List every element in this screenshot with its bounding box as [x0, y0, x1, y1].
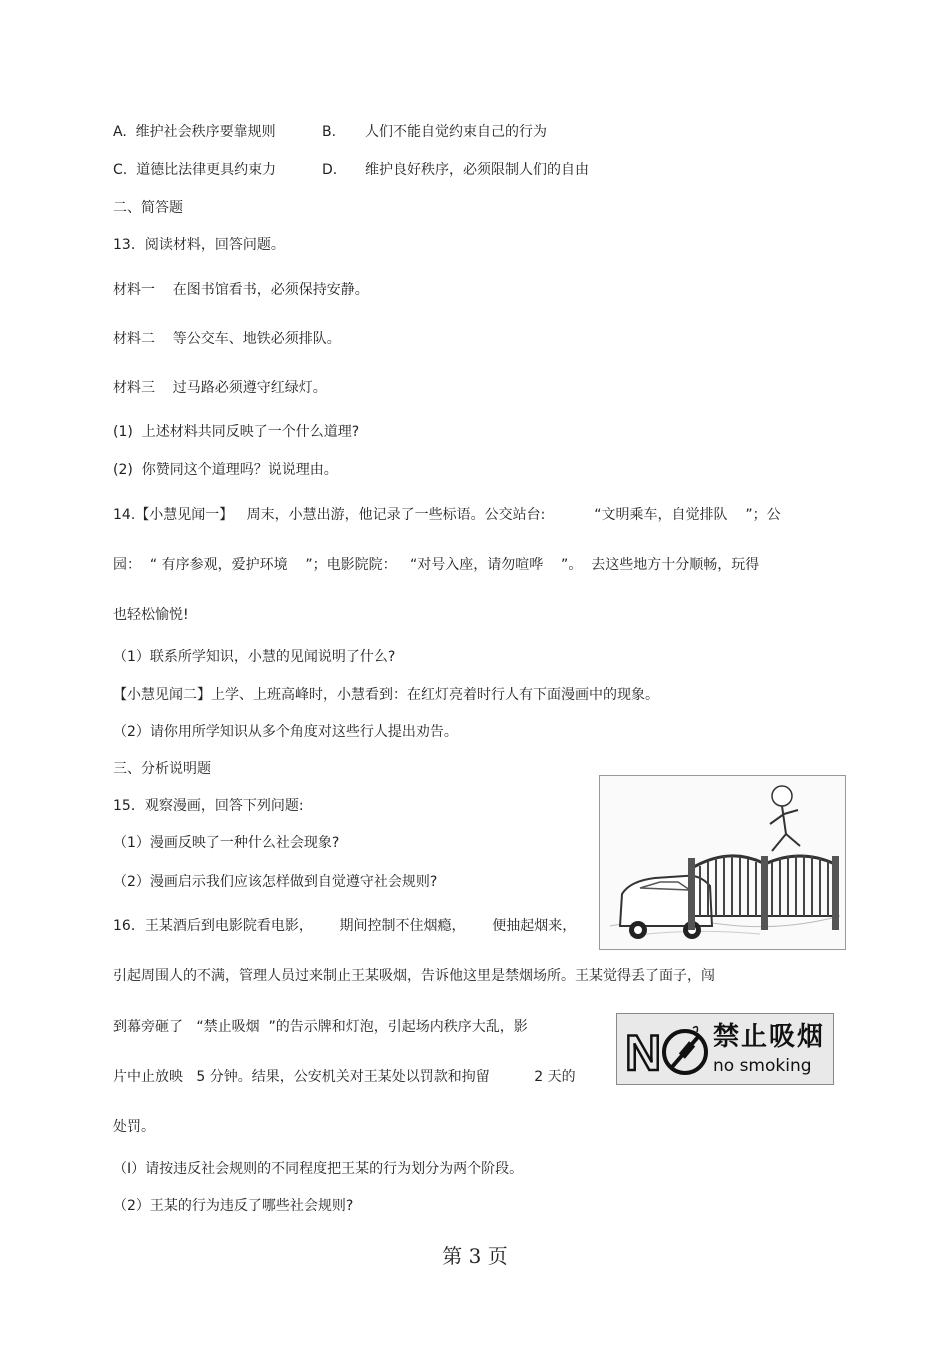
choice-b-text: 人们不能自觉约束自己的行为 — [365, 124, 547, 140]
q15-stem: 15．观察漫画，回答下列问题: — [113, 798, 304, 814]
sign-chinese-text: 禁止吸烟 — [713, 1022, 826, 1052]
section-heading-short-answer: 二、简答题 — [113, 200, 183, 216]
q14-sub-2: （2）请你用所学知识从多个角度对这些行人提出劝告。 — [113, 724, 458, 740]
q13-stem: 13．阅读材料，回答问题。 — [113, 237, 285, 253]
page-number: 第 3 页 — [442, 1244, 508, 1268]
svg-text:N: N — [625, 1025, 662, 1078]
comic-drawing — [600, 776, 845, 949]
q16-line-1: 16．王某酒后到电影院看电影， 期间控制不住烟瘾， 便抽起烟来， — [113, 918, 577, 934]
q13-sub-2: (2) 你赞同这个道理吗？说说理由。 — [113, 462, 338, 478]
section-heading-analysis: 三、分析说明题 — [113, 761, 211, 777]
no-smoking-sign — [616, 1013, 834, 1085]
q16-line-3: 到幕旁砸了 “禁止吸烟 ”的告示牌和灯泡，引起场内秩序大乱，影 — [113, 1019, 528, 1035]
q13-sub-1: (1) 上述材料共同反映了一个什么道理? — [113, 424, 360, 440]
q16-line-5: 处罚。 — [113, 1119, 155, 1135]
q16-sub-2: （2）王某的行为违反了哪些社会规则? — [113, 1198, 354, 1214]
q13-material-1: 材料一 在图书馆看书，必须保持安静。 — [113, 282, 369, 298]
q16-sub-1: （Ⅰ）请按违反社会规则的不同程度把王某的行为划分为两个阶段。 — [113, 1161, 524, 1177]
q15-sub-2: （2）漫画启示我们应该怎样做到自觉遵守社会规则? — [113, 874, 438, 890]
comic-jaywalking-illustration — [599, 775, 846, 950]
q15-sub-1: （1）漫画反映了一种什么社会现象? — [113, 835, 340, 851]
choice-c: C. 道德比法律更具约束力 — [113, 162, 277, 178]
no-smoking-icon — [623, 1022, 709, 1078]
q14-sub-1: （1）联系所学知识，小慧的见闻说明了什么? — [113, 649, 396, 665]
q14-line-2: 园： “ 有序参观，爱护环境 ”；电影院院： “对号入座，请勿喧哗 ”。 去这些地方十分顺畅，玩得 — [113, 557, 760, 573]
choice-d-letter: D. — [322, 162, 338, 178]
q13-material-3: 材料三 过马路必须遵守红绿灯。 — [113, 380, 327, 396]
choice-b-letter: B. — [322, 124, 337, 140]
q14-line-1: 14.【小慧见闻一】 周末，小慧出游，他记录了一些标语。公交站台: “文明乘车，自觉排队 ”；公 — [113, 507, 781, 523]
q16-line-2: 引起周围人的不满，管理人员过来制止王某吸烟，告诉他这里是禁烟场所。王某觉得丢了面子，闯 — [113, 968, 715, 984]
q13-material-2: 材料二 等公交车、地铁必须排队。 — [113, 331, 341, 347]
choice-d-text: 维护良好秩序，必须限制人们的自由 — [365, 162, 589, 178]
sign-english-text: no smoking — [713, 1056, 812, 1076]
q14-scene-2: 【小慧见闻二】上学、上班高峰时，小慧看到：在红灯亮着时行人有下面漫画中的现象。 — [113, 687, 659, 703]
q16-line-4: 片中止放映 5 分钟。结果，公安机关对王某处以罚款和拘留 2 天的 — [113, 1069, 576, 1085]
choice-a: A. 维护社会秩序要靠规则 — [113, 124, 276, 140]
q14-line-3: 也轻松愉悦! — [113, 607, 189, 623]
